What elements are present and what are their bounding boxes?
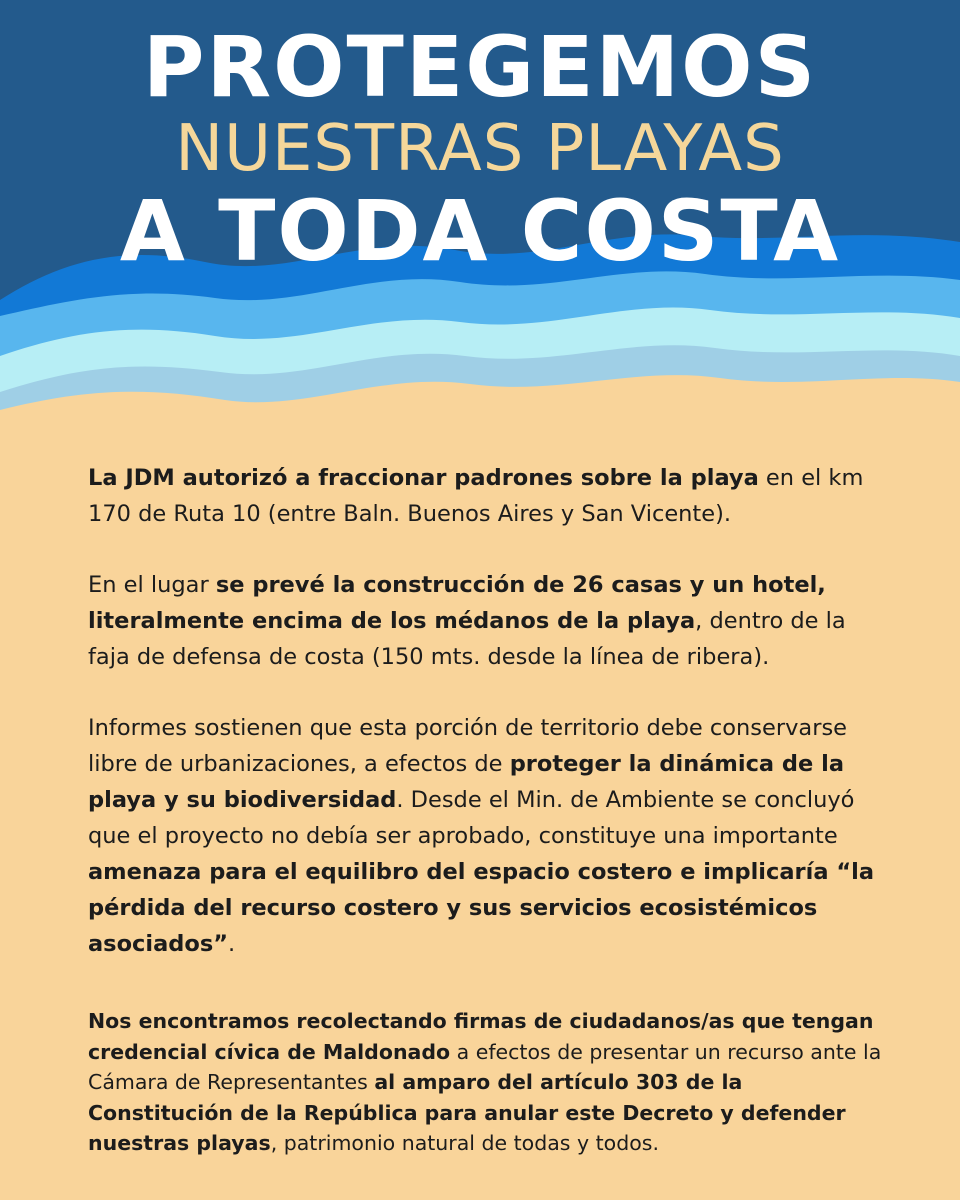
paragraph-4-bold-b: al amparo del artículo 303 de la Constitución de la República para anular este Decreto y defender nuestras playas bbox=[88, 1070, 846, 1155]
paragraph-3-text-b: . Desde el Min. de Ambiente se concluyó que el proyecto no debía ser aprobado, constituye una importante bbox=[88, 787, 855, 849]
paragraph-2-bold: se prevé la construcción de 26 casas y un hotel, literalmente encima de los médanos de la playa bbox=[88, 572, 826, 634]
paragraph-4-text-b: , patrimonio natural de todas y todos. bbox=[270, 1131, 659, 1155]
paragraph-authorization bbox=[88, 460, 888, 532]
paragraph-2-text-a: En el lugar bbox=[88, 572, 216, 598]
paragraph-signatures bbox=[88, 1006, 888, 1159]
body-text bbox=[88, 460, 888, 1194]
paragraph-2-text-b: , dentro de la faja de defensa de costa (150 mts. desde la línea de ribera). bbox=[88, 608, 846, 670]
paragraph-reports bbox=[88, 710, 888, 962]
paragraph-4-text-a: a efectos de presentar un recurso ante la Cámara de Representantes bbox=[88, 1039, 882, 1094]
paragraph-1-bold: La JDM autorizó a fraccionar padrones sobre la playa bbox=[88, 465, 759, 491]
headline-line-1: PROTEGEMOS bbox=[142, 18, 818, 116]
paragraph-4-bold-a: Nos encontramos recolectando firmas de ciudadanos/as que tengan credencial cívica de Maldonado bbox=[88, 1009, 874, 1064]
paragraph-3-text-c: . bbox=[228, 931, 236, 957]
paragraph-3-bold-b: amenaza para el equilibro del espacio costero e implicaría “la pérdida del recurso costero y sus servicios ecosistémicos asociados” bbox=[88, 859, 875, 957]
headline-line-3: A TODA COSTA bbox=[119, 182, 841, 280]
headline-line-2: NUESTRAS PLAYAS bbox=[175, 112, 785, 186]
headline bbox=[0, 18, 960, 280]
paragraph-construction bbox=[88, 567, 888, 675]
paragraph-3-bold-a: proteger la dinámica de la playa y su biodiversidad bbox=[88, 751, 845, 813]
paragraph-1-text: en el km 170 de Ruta 10 (entre Baln. Buenos Aires y San Vicente). bbox=[88, 465, 864, 527]
paragraph-3-text-a: Informes sostienen que esta porción de territorio debe conservarse libre de urbanizaciones, a efectos de bbox=[88, 715, 848, 777]
